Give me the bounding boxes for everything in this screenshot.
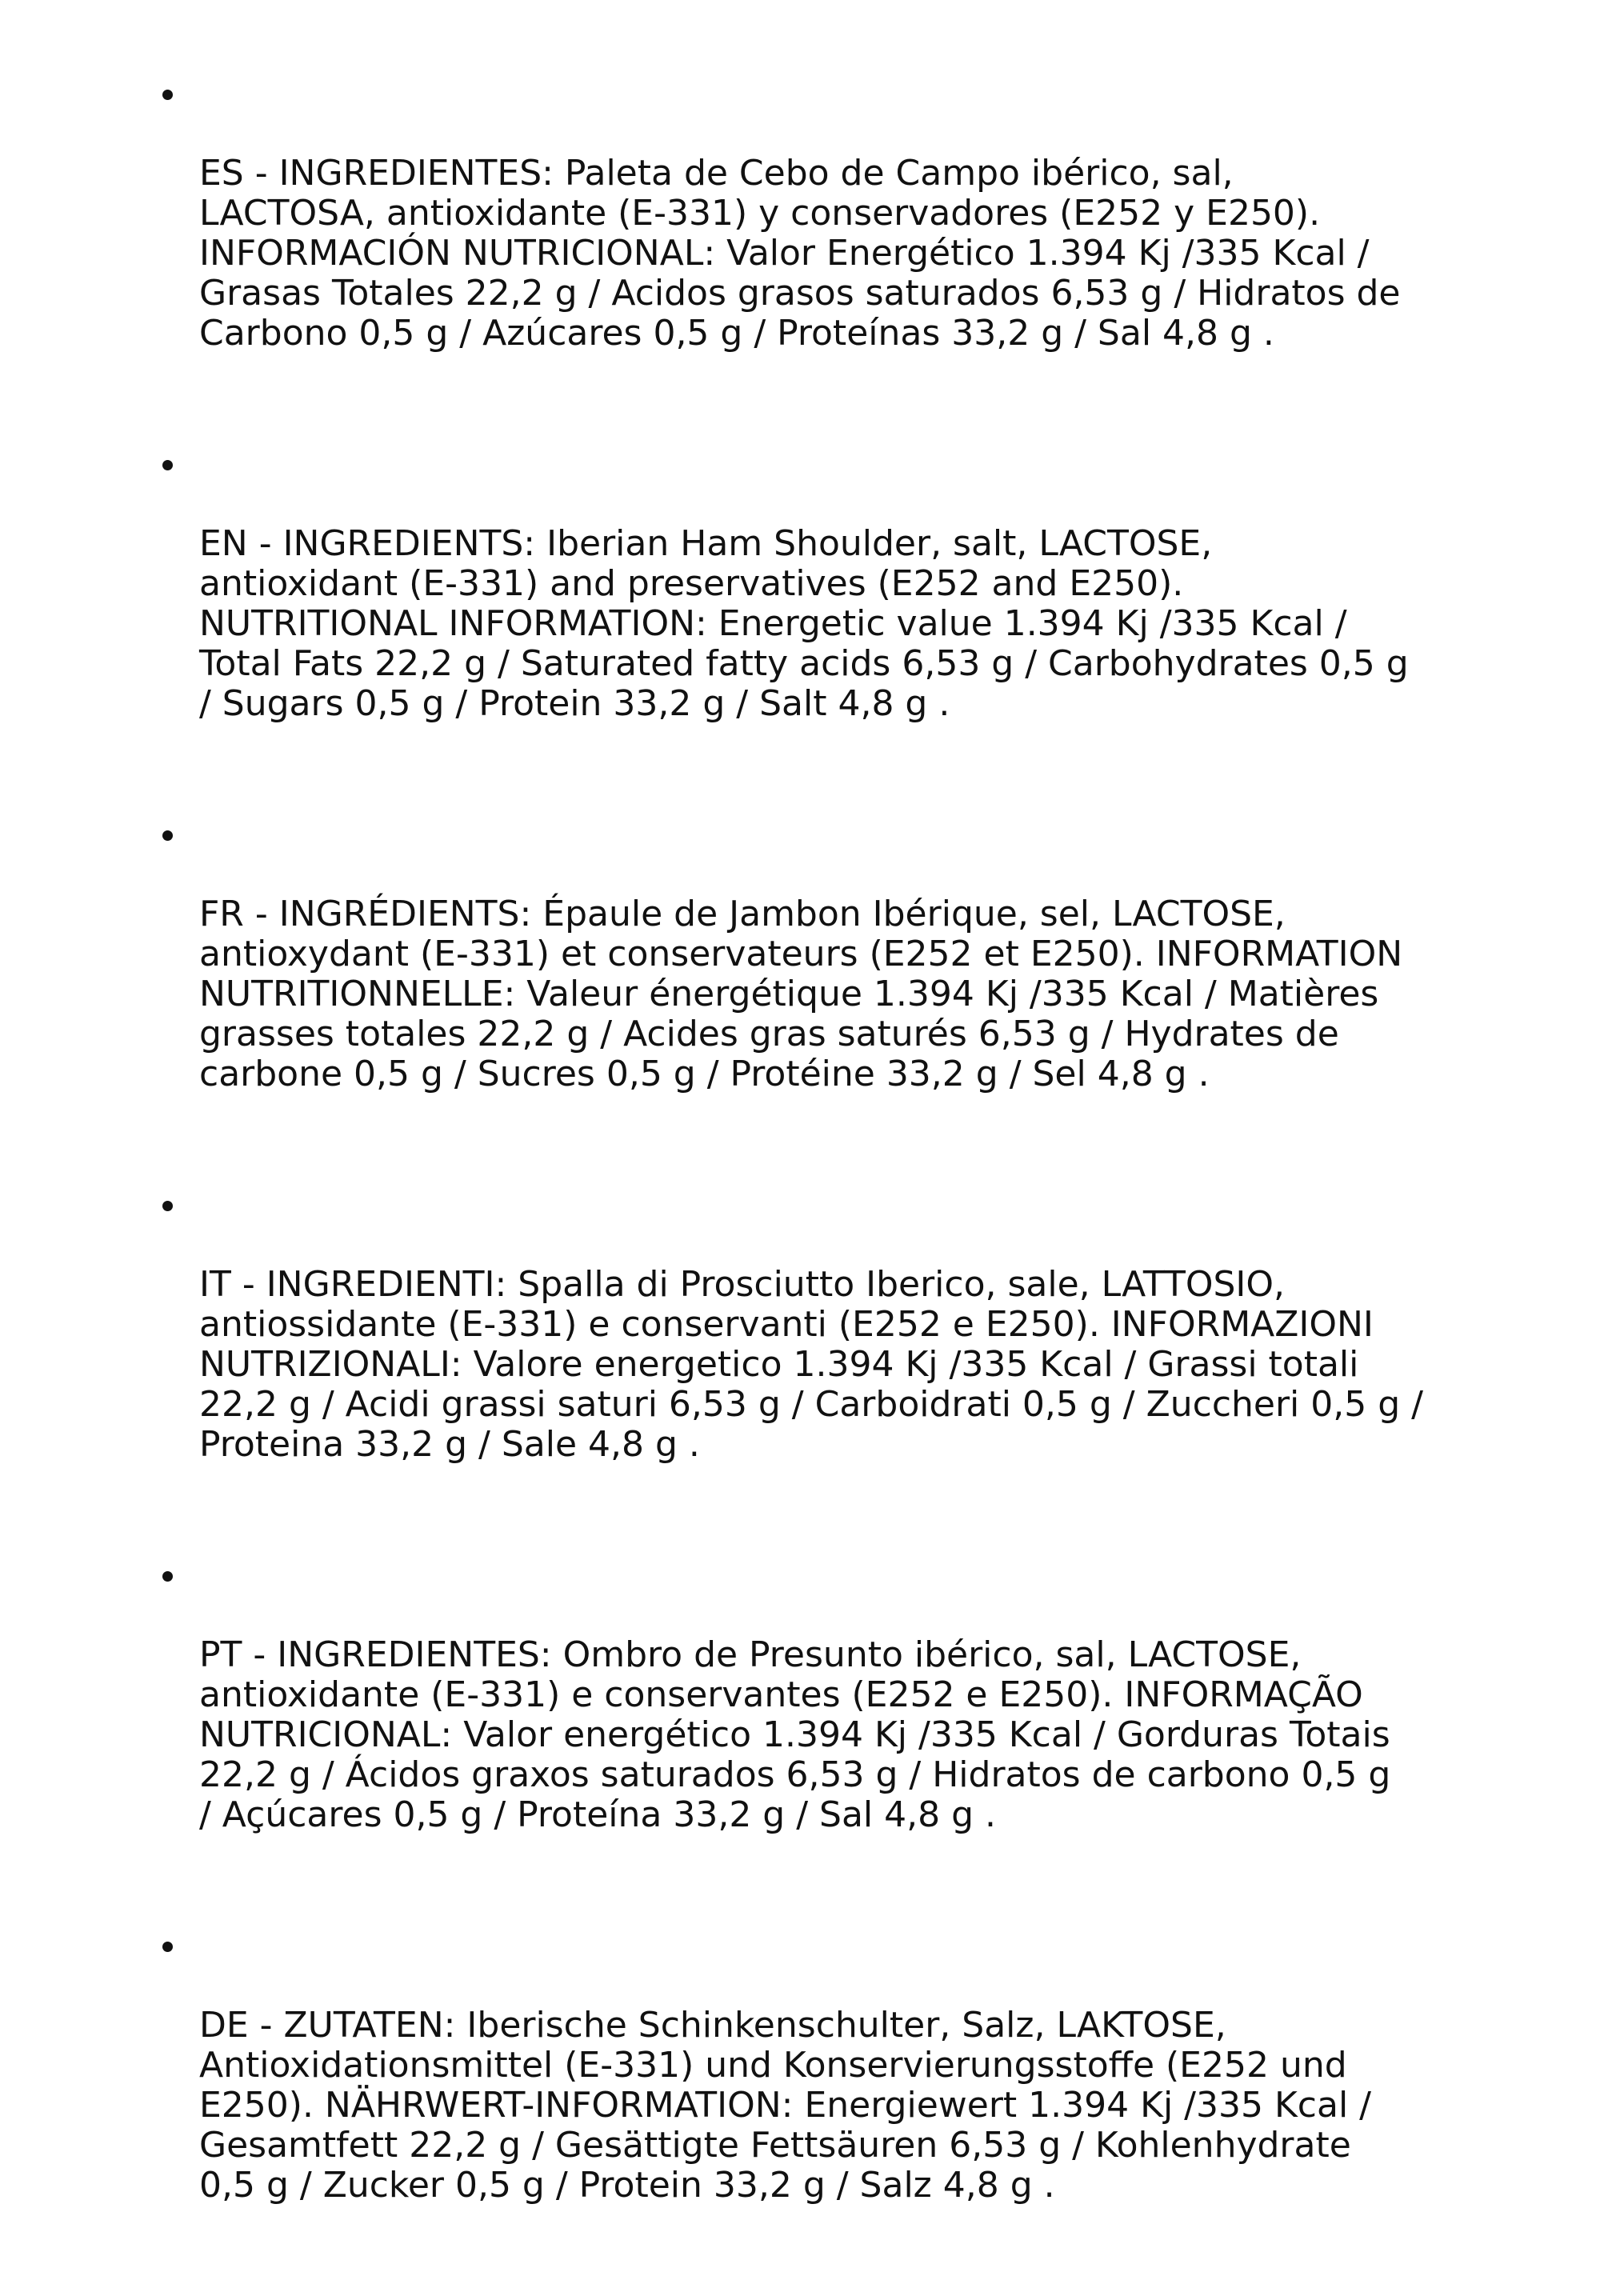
ingredient-list (156, 74, 1484, 2296)
list-item-de (156, 1926, 1484, 2246)
ingredients-text-fr: FR - INGRÉDIENTS: Épaule de Jambon Ibérique, sel, LACTOSE, antioxydant (E-331) et conservateurs (E252 et E250). INFORMATION NUTRITIONNELLE: Valeur énergétique 1.394 Kj /335 Kcal / Matières grasses totales 22,2 g / Acides gras saturés 6,53 g / Hydrates de carbone 0,5 g / Sucres 0,5 g / Protéine 33,2 g / Sel 4,8 g . (199, 894, 1403, 1094)
ingredients-text-de: DE - ZUTATEN: Iberische Schinkenschulter, Salz, LAKTOSE, Antioxidationsmittel (E-331) und Konservierungsstoffe (E252 und E250). NÄHRWERT-INFORMATION: Energiewert 1.394 Kj /335 Kcal / Gesamtfett 22,2 g / Gesättigte Fettsäuren 6,53 g / Kohlenhydrate 0,5 g / Zucker 0,5 g / Protein 33,2 g / Salz 4,8 g . (199, 2005, 1371, 2206)
bullet-icon (162, 1571, 173, 1582)
bullet-icon (162, 830, 173, 841)
list-item-en (156, 444, 1484, 764)
ingredients-text-es: ES - INGREDIENTES: Paleta de Cebo de Campo ibérico, sal, LACTOSA, antioxidante (E-331) y conservadores (E252 y E250). INFORMACIÓN NUTRICIONAL: Valor Energético 1.394 Kj /335 Kcal / Grasas Totales 22,2 g / Acidos grasos saturados 6,53 g / Hidratos de Carbono 0,5 g / Azúcares 0,5 g / Proteínas 33,2 g / Sal 4,8 g . (199, 153, 1401, 354)
bullet-icon (162, 460, 173, 470)
list-item-it (156, 1185, 1484, 1505)
bullet-icon (162, 90, 173, 100)
list-item-es (156, 74, 1484, 394)
ingredients-text-it: IT - INGREDIENTI: Spalla di Prosciutto Iberico, sale, LATTOSIO, antiossidante (E-331) e conservanti (E252 e E250). INFORMAZIONI NUTRIZIONALI: Valore energetico 1.394 Kj /335 Kcal / Grassi totali 22,2 g / Acidi grassi saturi 6,53 g / Carboidrati 0,5 g / Zuccheri 0,5 g / Proteina 33,2 g / Sale 4,8 g . (199, 1264, 1423, 1465)
ingredients-text-en: EN - INGREDIENTS: Iberian Ham Shoulder, salt, LACTOSE, antioxidant (E-331) and preservatives (E252 and E250). NUTRITIONAL INFORMATION: Energetic value 1.394 Kj /335 Kcal / Total Fats 22,2 g / Saturated fatty acids 6,53 g / Carbohydrates 0,5 g / Sugars 0,5 g / Protein 33,2 g / Salt 4,8 g . (199, 523, 1409, 724)
bullet-icon (162, 1201, 173, 1211)
list-item-pt (156, 1555, 1484, 1875)
list-item-fr (156, 814, 1484, 1134)
ingredients-text-pt: PT - INGREDIENTES: Ombro de Presunto ibérico, sal, LACTOSE, antioxidante (E-331) e conservantes (E252 e E250). INFORMAÇÃO NUTRICIONAL: Valor energético 1.394 Kj /335 Kcal / Gorduras Totais 22,2 g / Ácidos graxos saturados 6,53 g / Hidratos de carbono 0,5 g / Açúcares 0,5 g / Proteína 33,2 g / Sal 4,8 g . (199, 1634, 1391, 1835)
bullet-icon (162, 1942, 173, 1952)
